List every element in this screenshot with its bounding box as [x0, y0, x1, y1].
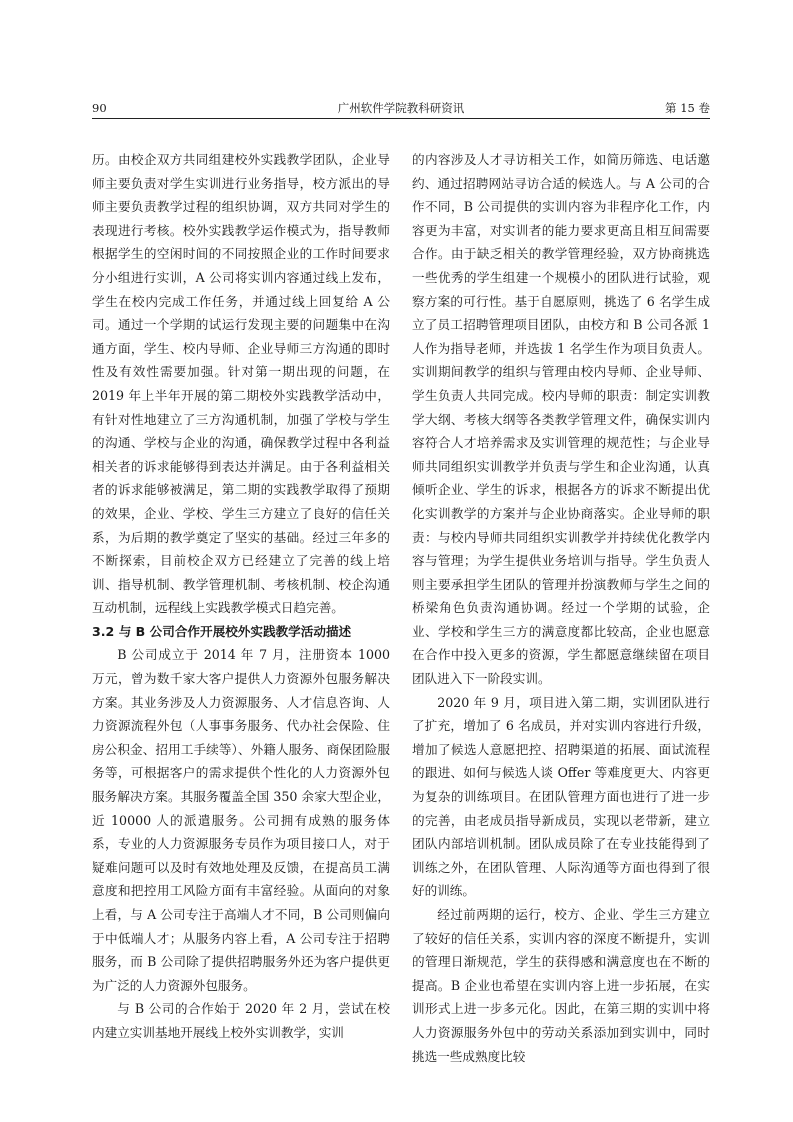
paragraph: 的内容涉及人才寻访相关工作，如简历筛选、电话邀约、通过招聘网站寻访合适的候选人。与 A 公司的合作不同，B 公司提供的实训内容为非程序化工作，内容更为丰富，对实训者的能力要求更高且相互间需要合作。由于缺乏相关的教学管理经验，双方协商挑选一些优秀的学生组建一个规模小的团队进行试验，观察方案的可行性。基于自愿原则，挑选了 6 名学生成立了员工招聘管理项目团队，由校方和 B 公司各派 1 人作为指导老师，并选拔 1 名学生作为项目负责人。实训期间教学的组织与管理由校内导师、企业导师、学生负责人共同完成。校内导师的职责：制定实训教学大纲、考核大纲等各类教学管理文件，确保实训内容符合人才培养需求及实训管理的规范性；与企业导师共同组织实训教学并负责与学生和企业沟通，认真倾听企业、学生的诉求，根据各方的诉求不断提出优化实训教学的方案并与企业协商落实。企业导师的职责：与校内导师共同组织实训教学并持续优化教学内容与管理；为学生提供业务培训与指导。学生负责人则主要承担学生团队的管理并扮演教师与学生之间的桥梁角色负责沟通协调。经过一个学期的试验，企业、学校和学生三方的满意度都比较高，企业也愿意在合作中投入更多的资源，学生都愿意继续留在项目团队进入下一阶段实训。 — [412, 152, 710, 687]
paragraph: 2020 年 9 月，项目进入第二期，实训团队进行了扩充，增加了 6 名成员，并对实训内容进行升级，增加了候选人意愿把控、招聘渠道的拓展、面试流程的跟进、如何与候选人谈 Offer 等难度更大、内容更为复杂的训练项目。在团队管理方面也进行了进一步的完善，由老成员指导新成员，实现以老带新，建立团队内部培训机制。团队成员除了在专业技能得到了训练之外，在团队管理、人际沟通等方面也得到了很好的训练。 — [412, 694, 710, 899]
page-number: 90 — [92, 101, 107, 115]
volume-label: 第 15 卷 — [665, 101, 710, 115]
journal-title: 广州软件学院教科研资讯 — [337, 101, 465, 115]
left-column — [92, 148, 390, 1045]
paragraph: 经过前两期的运行，校方、企业、学生三方建立了较好的信任关系，实训内容的深度不断提升，实训的管理日渐规范，学生的获得感和满意度也在不断的提高。B 企业也希望在实训内容上进一步拓展，在实训形式上进一步多元化。因此，在第三期的实训中将人力资源服务外包中的劳动关系添加到实训中，同时挑选一些成熟度比较 — [412, 907, 710, 1064]
right-column — [412, 148, 710, 1068]
paragraph: B 公司成立于 2014 年 7 月，注册资本 1000 万元，曾为数千家大客户提供人力资源外包服务解决方案。其业务涉及人力资源服务、人才信息咨询、人力资源流程外包（人事事务服务、代办社会保险、住房公积金、招用工手续等）、外籍人服务、商保团险服务等，可根据客户的需求提供个性化的人力资源外包服务解决方案。其服务覆盖全国 350 余家大型企业，近 10000 人的派遣服务。公司拥有成熟的服务体系，专业的人力资源服务专员作为项目接口人，对于疑难问题可以及时有效地处理及反馈，在提高员工满意度和把控用工风险方面有丰富经验。从面向的对象上看，与 A 公司专注于高端人才不同，B 公司则偏向于中低端人才；从服务内容上看，A 公司专注于招聘服务，而 B 公司除了提供招聘服务外还为客户提供更为广泛的人力资源外包服务。 — [92, 647, 390, 993]
paragraph: 与 B 公司的合作始于 2020 年 2 月，尝试在校内建立实训基地开展线上校外实训教学，实训 — [92, 1001, 390, 1040]
paragraph: 历。由校企双方共同组建校外实践教学团队，企业导师主要负责对学生实训进行业务指导，校方派出的导师主要负责教学过程的组织协调，双方共同对学生的表现进行考核。校外实践教学运作模式为，指导教师根据学生的空闲时间的不同按照企业的工作时间要求分小组进行实训，A 公司将实训内容通过线上发布，学生在校内完成工作任务，并通过线上回复给 A 公司。通过一个学期的试运行发现主要的问题集中在沟通方面，学生、校内导师、企业导师三方沟通的即时性及有效性需要加强。针对第一期出现的问题，在 2019 年上半年开展的第二期校外实践教学活动中，有针对性地建立了三方沟通机制，加强了学校与学生的沟通、学校与企业的沟通，确保教学过程中各利益相关者的诉求能够得到表达并满足。由于各利益相关者的诉求能够被满足，第二期的实践教学取得了预期的效果，企业、学校、学生三方建立了良好的信任关系，为后期的教学奠定了坚实的基础。经过三年多的不断探索，目前校企双方已经建立了完善的线上培训、指导机制、教学管理机制、考核机制、校企沟通互动机制，远程线上实践教学模式日趋完善。 — [92, 152, 390, 616]
running-header — [92, 98, 710, 119]
section-heading: 3.2 与 B 公司合作开展校外实践教学活动描述 — [92, 623, 352, 639]
